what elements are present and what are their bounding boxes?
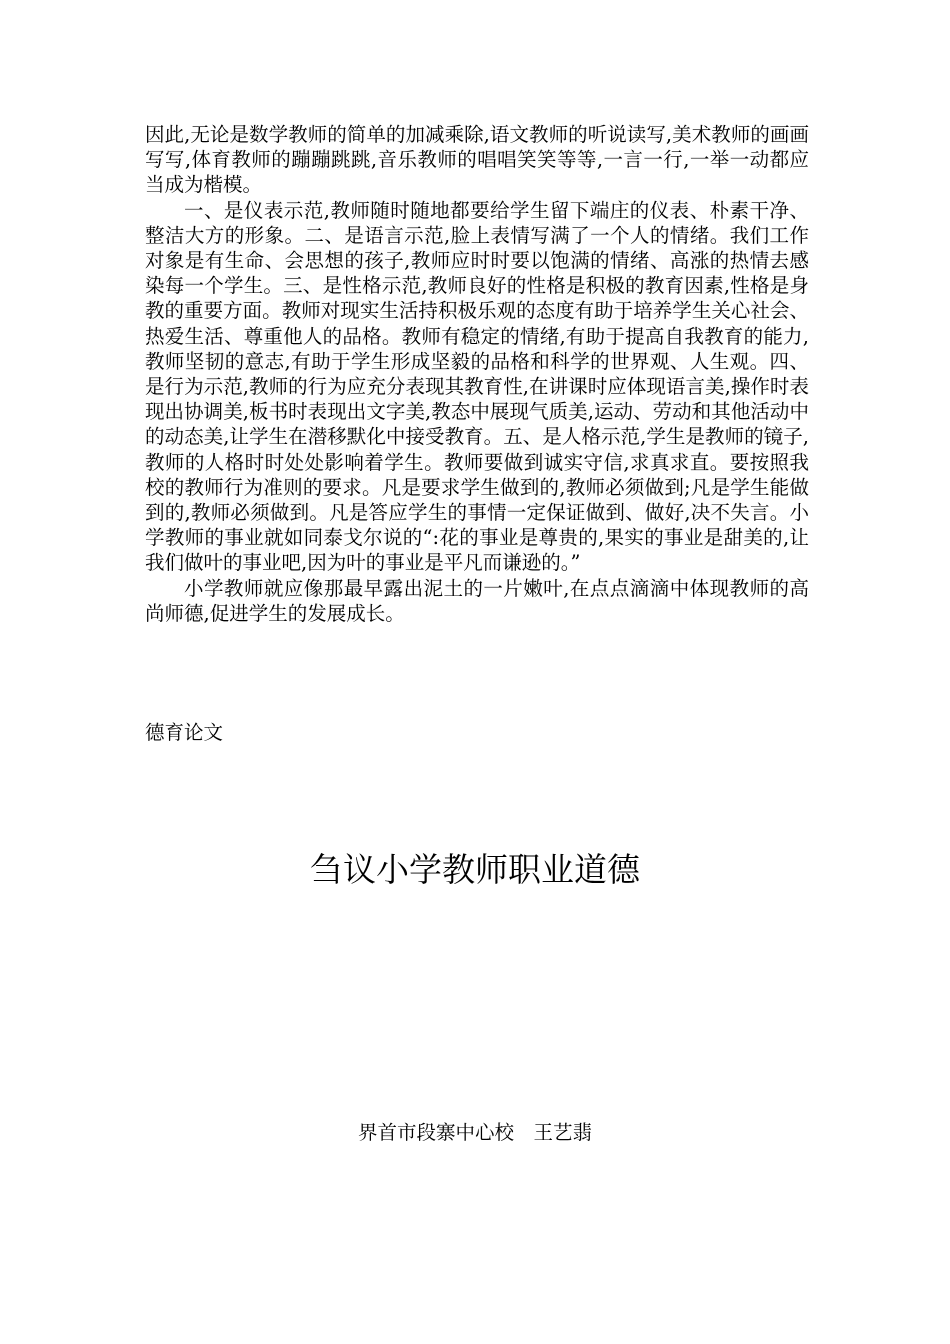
category-label: 德育论文	[145, 721, 224, 744]
article-body	[145, 122, 809, 626]
paragraph-conclusion: 小学教师就应像那最早露出泥土的一片嫩叶,在点点滴滴中体现教师的高尚师德,促进学生的发展成长。	[145, 576, 809, 625]
paragraph-demonstrations: 一、是仪表示范,教师随时随地都要给学生留下端庄的仪表、朴素干净、整洁大方的形象。二、是语言示范,脸上表情写满了一个人的情绪。我们工作对象是有生命、会思想的孩子,教师应时时要以饱满的情绪、高涨的热情去感染每一个学生。三、是性格示范,教师良好的性格是积极的教育因素,性格是身教的重要方面。教师对现实生活持积极乐观的态度有助于培养学生关心社会、热爱生活、尊重他人的品格。教师有稳定的情绪,有助于提高自我教育的能力,教师坚韧的意志,有助于学生形成坚毅的品格和科学的世界观、人生观。四、是行为示范,教师的行为应充分表现其教育性,在讲课时应体现语言美,操作时表现出协调美,板书时表现出文字美,教态中展现气质美,运动、劳动和其他活动中的动态美,让学生在潜移默化中接受教育。五、是人格示范,学生是教师的镜子,教师的人格时时处处影响着学生。教师要做到诚实守信,求真求直。要按照我校的教师行为准则的要求。凡是要求学生做到的,教师必须做到;凡是学生能做到的,教师必须做到。凡是答应学生的事情一定保证做到、做好,决不失言。小学教师的事业就如同泰戈尔说的“:花的事业是尊贵的,果实的事业是甜美的,让我们做叶的事业吧,因为叶的事业是平凡而谦逊的。”	[145, 198, 809, 575]
paragraph-intro-continuation: 因此,无论是数学教师的简单的加减乘除,语文教师的听说读写,美术教师的画画写写,体育教师的蹦蹦跳跳,音乐教师的唱唱笑笑等等,一言一行,一举一动都应当成为楷模。	[145, 123, 809, 197]
document-title: 刍议小学教师职业道德	[310, 850, 640, 889]
author-byline: 界首市段寨中心校 王艺翡	[357, 1121, 592, 1144]
